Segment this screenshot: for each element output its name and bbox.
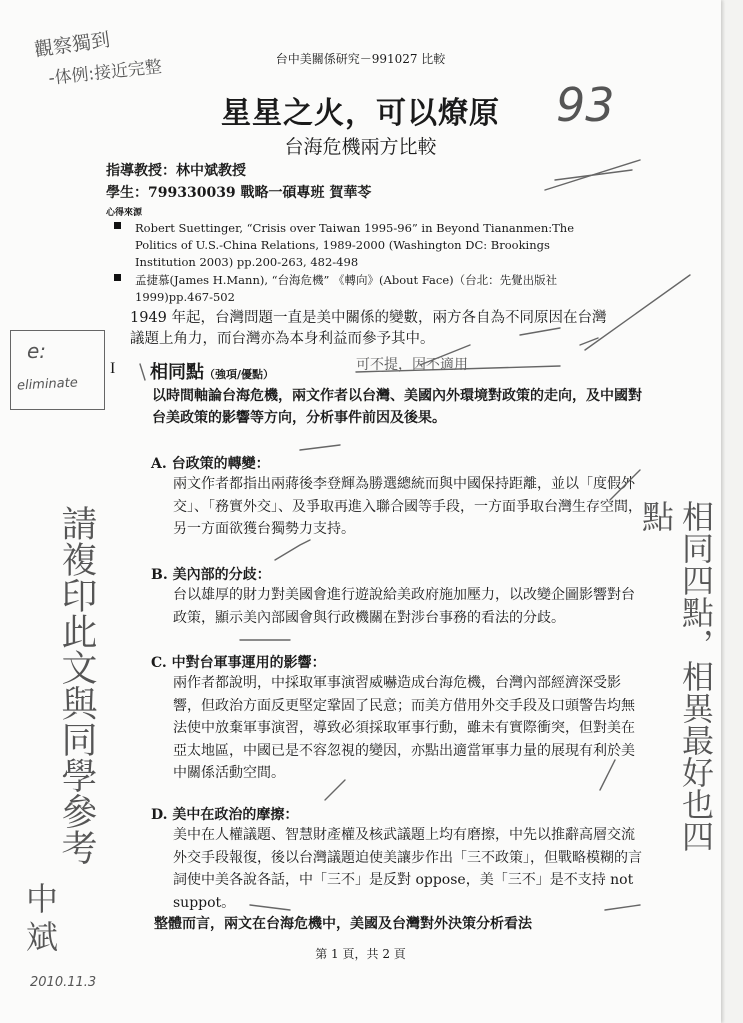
handwritten-comment: -体例:接近完整 <box>47 57 163 89</box>
subsection-a-body: 兩文作者都指出兩蔣後李登輝為勝選總統而與中國保持距離，並以「度假外交」、「務實外交」、及爭取再進入聯合國等手段，一方面爭取台灣生存空間，另一方面欲獲台獨勢力支持。 <box>173 476 642 537</box>
handwritten-right-note: 相同四點，相異最好也四點 <box>637 500 715 852</box>
subsection-c-heading: C. 中對台軍事運用的影響： <box>151 655 326 671</box>
handwritten-box-letter: e: <box>27 339 47 363</box>
document-subtitle: 台海危機兩方比較 <box>284 136 437 158</box>
handwritten-date: 2010.11.3 <box>30 975 97 990</box>
advisor-line: 指導教授：林中斌教授 <box>106 163 246 179</box>
sources-label: 心得來源 <box>106 208 143 218</box>
handwritten-grade: 93 <box>556 78 615 132</box>
handwritten-signature: 中斌 <box>26 880 59 956</box>
pen-stroke <box>325 780 345 800</box>
handwritten-box-word: eliminate <box>16 375 79 394</box>
handwritten-comment: 觀察獨到 <box>33 28 112 62</box>
section-number: I <box>110 360 116 377</box>
handwritten-left-note: 請複印此文與同學參考 <box>56 505 97 865</box>
pen-stroke <box>300 445 340 450</box>
section-note: （強項/優點） <box>204 368 275 381</box>
handwritten-margin-note: 可不提，因不適用 <box>356 357 468 373</box>
intro-paragraph: 1949 年起，台灣問題一直是美中關係的變數，兩方各自為不同原因在台灣議題上角力，而台灣亦為本身利益而參予其中。 <box>130 310 607 347</box>
subsection-c-body: 兩作者都說明，中採取軍事演習威嚇造成台海危機，台灣內部經濟深受影響，但政治方面反更堅定鞏固了民意；而美方借用外交手段及口頭警告均無法使中放棄軍事演習，導致必須採取軍事行動，雖未有實際衝突，但對美在亞太地區，中國已是不容忽視的變因，亦點出適當軍事力量的展現有利於美中關係活動空間。 <box>173 675 635 781</box>
subsection-a-heading: A. 台政策的轉變： <box>151 456 270 472</box>
subsection-b-body: 台以雄厚的財力對美國會進行遊說給美政府施加壓力，以改變企圖影響對台政策，顯示美內部國會與行政機關在對涉台事務的看法的分歧。 <box>173 587 635 626</box>
running-header: 台中美關係研究－991027 比較 <box>275 52 446 66</box>
pen-stroke <box>275 540 310 560</box>
subsection-d-body: 美中在人權議題、智慧財產權及核武議題上均有磨擦，中先以推辭高層交流外交手段報復，後以台灣議題迫使美讓步作出「三不政策」，但戰略模糊的言詞使中美各說各話，中「三不」是反對 oppose，美「三不」是不支持 not suppot。 <box>173 827 642 911</box>
document-title: 星星之火，可以燎原 <box>221 96 500 131</box>
pen-stroke <box>420 345 470 365</box>
reference-text: 孟捷慕(James H.Mann), “台海危機” 《轉向》(About Face)（台北：先覺出版社 1999)pp.467-502 <box>135 273 558 304</box>
pen-stroke <box>600 760 615 790</box>
pen-stroke <box>250 905 290 910</box>
subsection-b-heading: B. 美內部的分歧： <box>151 567 271 583</box>
section-title: 相同點 <box>150 362 204 383</box>
reference-text: Robert Suettinger, “Crisis over Taiwan 1995-96” in Beyond Tiananmen:The Politics of U.S.-China Relations, 1989-2000 (Washington DC: Brookings Institution 2003) pp.200-263, 482-498 <box>135 221 575 269</box>
pen-stroke <box>605 905 640 910</box>
pen-stroke <box>555 170 632 180</box>
student-line: 學生：799330039 戰略一碩專班 賀華苓 <box>106 185 372 201</box>
section-lead: 以時間軸論台海危機，兩文作者以台灣、美國內外環境對政策的走向，及中國對台美政策的影響等方向，分析事件前因及後果。 <box>152 388 642 426</box>
pen-stroke <box>585 275 690 350</box>
pen-stroke <box>520 328 560 335</box>
pen-stroke <box>356 366 560 372</box>
closing-line: 整體而言，兩文在台海危機中，美國及台灣對外決策分析看法 <box>154 916 532 932</box>
subsection-d-heading: D. 美中在政治的摩擦： <box>151 807 299 823</box>
pen-stroke <box>610 470 640 500</box>
page-footer: 第 1 頁，共 2 頁 <box>315 947 406 961</box>
pen-stroke <box>140 364 145 380</box>
pen-stroke <box>580 338 598 345</box>
